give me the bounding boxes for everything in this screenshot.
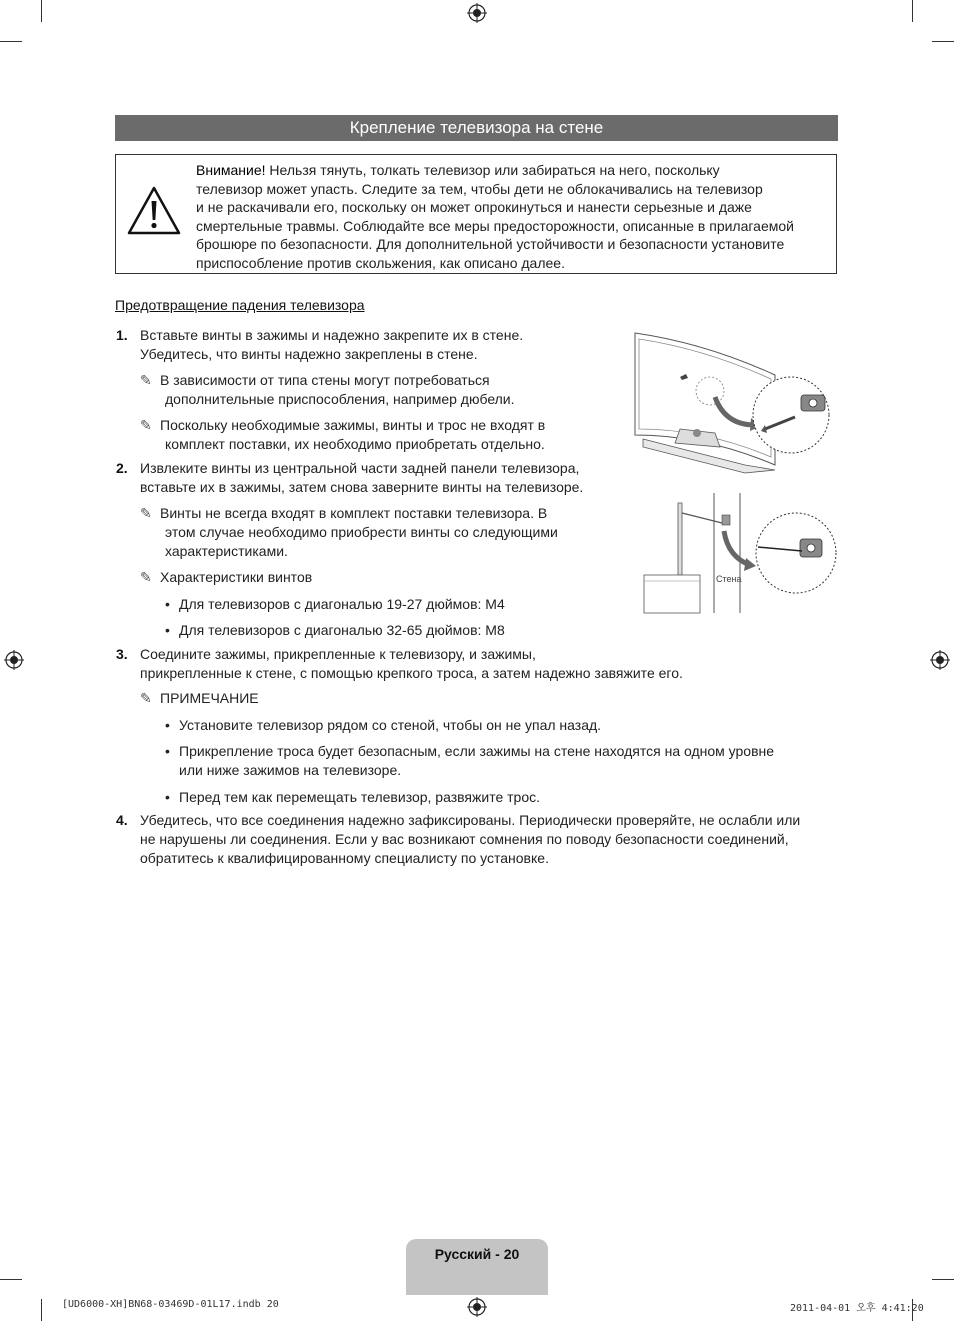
- list-item: • Для телевизоров с диагональю 32-65 дюймов: M8: [165, 622, 505, 638]
- registration-mark-icon: [930, 650, 950, 670]
- print-file-info: [UD6000-XH]BN68-03469D-01L17.indb 20: [62, 1299, 279, 1310]
- list-item: • Для телевизоров с диагональю 19-27 дюймов: M4: [165, 596, 505, 612]
- tv-rear-clip-illustration: [625, 325, 843, 485]
- warning-triangle-icon: [126, 185, 182, 237]
- step-text: Соедините зажимы, прикрепленные к телевизору, и зажимы,: [140, 646, 536, 662]
- registration-mark-icon: [4, 650, 24, 670]
- note: ✎ Поскольку необходимые зажимы, винты и трос не входят в комплект поставки, их необходимо приобретать отдельно.: [140, 417, 546, 452]
- note-pencil-icon: ✎: [140, 417, 152, 433]
- subheading: Предотвращение падения телевизора: [115, 297, 365, 313]
- section-title: Крепление телевизора на стене: [115, 115, 838, 141]
- step-text: Извлеките винты из центральной части задней панели телевизора,: [140, 460, 580, 476]
- registration-mark-icon: [467, 1297, 487, 1317]
- step-number: 3.: [116, 646, 128, 662]
- step-text: Вставьте винты в зажимы и надежно закрепите их в стене.: [140, 327, 524, 343]
- note: ✎ Характеристики винтов: [140, 569, 313, 585]
- step-text: вставьте их в зажимы, затем снова заверните винты на телевизоре.: [140, 479, 584, 495]
- wall-label: Стена: [716, 574, 742, 584]
- note: ✎ Винты не всегда входят в комплект поставки телевизора. В этом случае необходимо приобрести винты со следующими характеристиками.: [140, 505, 558, 559]
- warning-text: Внимание! Нельзя тянуть, толкать телевизор или забираться на него, поскольку телевизор может упасть. Следите за тем, чтобы дети не облокачивались на телевизор и не раскачивали его, поскольку он может опрокинуться и нанести серьезные и даже смертельные травмы. Соблюдайте все меры предосторожности, описанные в прилагаемой брошюре по безопасности. Для дополнительной устойчивости и безопасности установите приспособление против скольжения, как описано далее.: [196, 162, 794, 271]
- step-number: 2.: [116, 460, 128, 476]
- wall-mount-side-illustration: [640, 493, 840, 618]
- page-number: Русский - 20: [434, 1246, 520, 1262]
- note: ✎ В зависимости от типа стены могут потребоваться дополнительные приспособления, например дюбели.: [140, 372, 515, 407]
- step-text: Убедитесь, что все соединения надежно зафиксированы. Периодически проверяйте, не ослабли или: [140, 812, 801, 828]
- note-pencil-icon: ✎: [140, 690, 152, 706]
- step-text: обратитесь к квалифицированному специалисту по установке.: [140, 850, 549, 866]
- step-text: прикрепленные к стене, с помощью крепкого троса, а затем надежно завяжите его.: [140, 665, 683, 681]
- crop-mark: [0, 41, 22, 42]
- crop-mark: [41, 1299, 42, 1321]
- note-pencil-icon: ✎: [140, 372, 152, 388]
- note: ✎ ПРИМЕЧАНИЕ: [140, 690, 259, 706]
- warning-box: [115, 154, 837, 274]
- crop-mark: [0, 1279, 22, 1280]
- note-pencil-icon: ✎: [140, 569, 152, 585]
- crop-mark: [912, 0, 913, 22]
- crop-mark: [41, 0, 42, 22]
- crop-mark: [932, 41, 954, 42]
- list-item: • Установите телевизор рядом со стеной, чтобы он не упал назад.: [165, 717, 602, 733]
- crop-mark: [932, 1279, 954, 1280]
- step-number: 1.: [116, 327, 128, 343]
- print-date-info: 2011-04-01 오후 4:41:20: [790, 1303, 924, 1314]
- step-text: не нарушены ли соединения. Если у вас возникают сомнения по поводу безопасности соединений,: [140, 831, 789, 847]
- warning-label: Внимание!: [196, 162, 266, 178]
- step-number: 4.: [116, 812, 128, 828]
- list-item: • Прикрепление троса будет безопасным, если зажимы на стене находятся на одном уровне или ниже зажимов на телевизоре.: [165, 743, 775, 778]
- step-text: Убедитесь, что винты надежно закреплены в стене.: [140, 346, 478, 362]
- list-item: • Перед тем как перемещать телевизор, развяжите трос.: [165, 789, 540, 805]
- note-pencil-icon: ✎: [140, 505, 152, 521]
- registration-mark-icon: [467, 3, 487, 23]
- page-number-tab: [406, 1239, 548, 1295]
